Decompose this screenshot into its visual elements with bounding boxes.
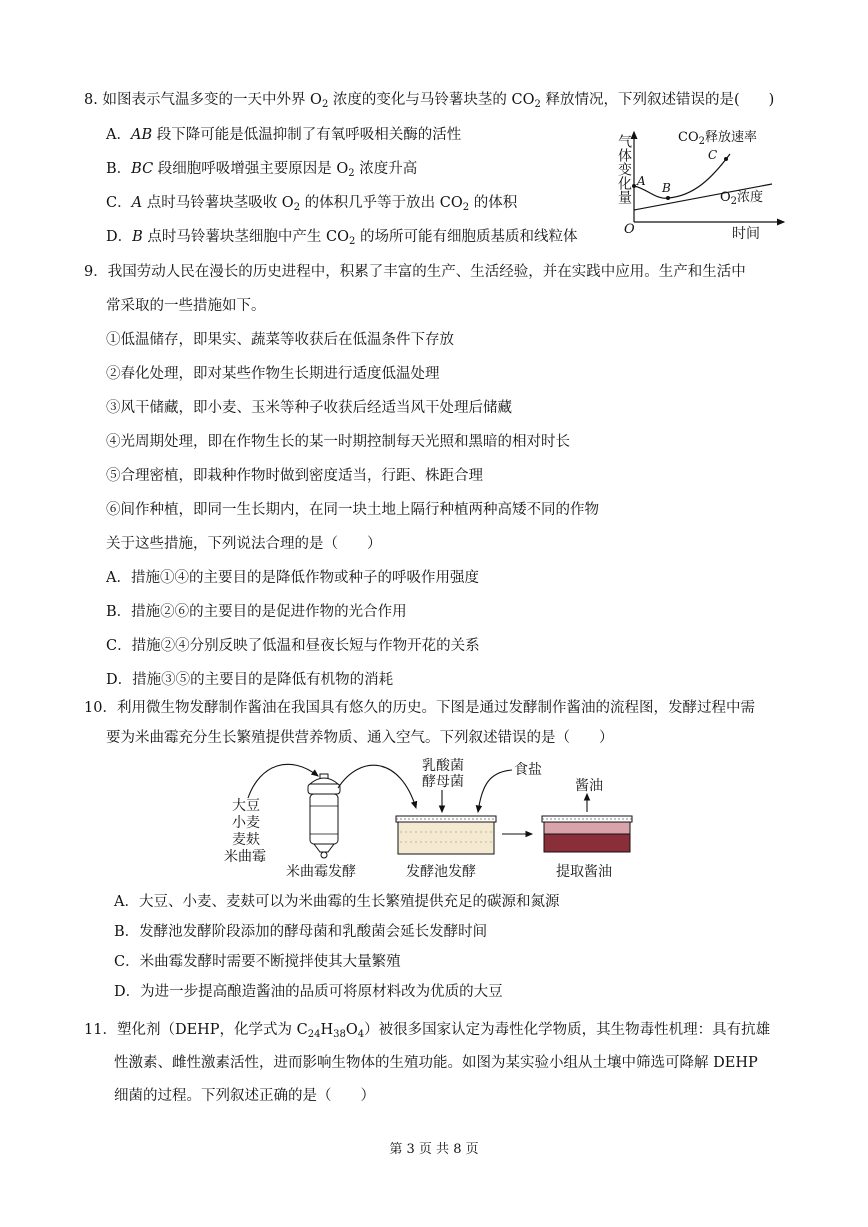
diagram-additive-salt: 食盐 (514, 762, 542, 778)
diagram-stage-3: 提取酱油 (556, 864, 612, 880)
diagram-additive-lactobacillus: 乳酸菌 (422, 758, 464, 774)
diagram-material-aspergillus: 米曲霉 (224, 849, 266, 865)
graph-point-a (632, 184, 636, 188)
q9-measure-2: ②春化处理，即对某些作物生长期进行适度低温处理 (106, 366, 440, 382)
diagram-material-soybean: 大豆 (232, 798, 260, 814)
fermenter-vessel (308, 774, 340, 858)
q8-stem: 8. 如图表示气温多变的一天中外界 $O_2$ 浓度的变化与马铃薯块茎的 $CO_2$ 释放情况，下列叙述错误的是( ) (84, 92, 775, 110)
diagram-material-wheat: 小麦 (232, 815, 260, 831)
q9-option-b: B．措施②⑥的主要目的是促进作物的光合作用 (106, 604, 407, 620)
q10-option-a: A．大豆、小麦、麦麸可以为米曲霉的生长繁殖提供充足的碳源和氮源 (114, 894, 560, 910)
q10-flow-diagram (220, 754, 660, 886)
q11-stem-line3: 细菌的过程。下列叙述正确的是（ ） (114, 1088, 375, 1104)
q9-measure-6: ⑥间作种植，即同一生长期内，在同一块土地上隔行种植两种高矮不同的作物 (106, 502, 599, 518)
q9-stem-line2: 常采取的一些措施如下。 (106, 298, 266, 314)
q9-option-d: D．措施③⑤的主要目的是降低有机物的消耗 (106, 672, 394, 688)
arrow-salt (478, 770, 512, 812)
q8-option-b: B．BC 段细胞呼吸增强主要原因是 $O_2$ 浓度升高 (106, 161, 418, 179)
diagram-stage-1: 米曲霉发酵 (286, 864, 356, 880)
q9-stem-line1: 9．我国劳动人民在漫长的历史进程中，积累了丰富的生产、生活经验，并在实践中应用。生产和生活中 (84, 264, 746, 280)
q10-option-b: B．发酵池发酵阶段添加的酵母菌和乳酸菌会延长发酵时间 (114, 924, 488, 940)
graph-co2-label: $CO_2$释放速率 (678, 130, 757, 147)
graph-point-a-label: A (637, 174, 646, 188)
q9-measure-3: ③风干储藏，即小麦、玉米等种子收获后经适当风干处理后储藏 (106, 400, 512, 416)
graph-origin-label: O (624, 222, 635, 237)
q9-option-a: A．措施①④的主要目的是降低作物或种子的呼吸作用强度 (106, 570, 479, 586)
diagram-additive-yeast: 酵母菌 (422, 774, 464, 790)
q8-option-a: A．AB 段下降可能是低温抑制了有氧呼吸相关酶的活性 (106, 127, 462, 143)
q10-option-c: C．米曲霉发酵时需要不断搅拌使其大量繁殖 (114, 954, 401, 970)
arrow-fermenter-to-pool (338, 765, 416, 808)
fermentation-pool (396, 816, 496, 854)
graph-point-c (724, 157, 728, 161)
q8-option-c: C．A 点时马铃薯块茎吸收 $O_2$ 的体积几乎等于放出 $CO_2$ 的体积 (106, 195, 518, 213)
q10-option-d: D．为进一步提高酿造酱油的品质可将原材料改为优质的大豆 (114, 984, 503, 1000)
q10-stem-line1: 10．利用微生物发酵制作酱油在我国具有悠久的历史。下图是通过发酵制作酱油的流程图，发酵过程中需 (84, 700, 755, 716)
graph-point-b (666, 196, 670, 200)
extraction-tank (542, 794, 632, 852)
page-footer: 第 3 页 共 8 页 (389, 1142, 479, 1157)
diagram-stage-2: 发酵池发酵 (406, 864, 476, 880)
q11-stem-line2: 性激素、雌性激素活性，进而影响生物体的生殖功能。如图为某实验小组从土壤中筛选可降解 DEHP (114, 1055, 758, 1071)
q9-measure-1: ①低温储存，即果实、蔬菜等收获后在低温条件下存放 (106, 332, 454, 348)
graph-x-label: 时间 (732, 226, 760, 242)
q10-stem-line2: 要为米曲霉充分生长繁殖提供营养物质、通入空气。下列叙述错误的是（ ） (106, 730, 614, 746)
diagram-material-bran: 麦麸 (232, 832, 260, 848)
q9-measure-4: ④光周期处理，即在作物生长的某一时期控制每天光照和黑暗的相对时长 (106, 434, 570, 450)
q9-option-c: C．措施②④分别反映了低温和昼夜长短与作物开花的关系 (106, 638, 480, 654)
arrow-materials-to-fermenter (248, 764, 318, 798)
q8-option-d: D．B 点时马铃薯块茎细胞中产生 $CO_2$ 的场所可能有细胞质基质和线粒体 (106, 229, 578, 247)
graph-point-b-label: B (662, 181, 671, 195)
graph-point-c-label: C (708, 148, 718, 162)
graph-y-label: 气体变化量 (616, 134, 632, 204)
q9-ask: 关于这些措施，下列说法合理的是（ ） (106, 536, 382, 552)
q8-graph (612, 126, 792, 248)
q9-measure-5: ⑤合理密植，即栽种作物时做到密度适当，行距、株距合理 (106, 468, 483, 484)
graph-o2-label: $O_2$浓度 (720, 190, 764, 207)
diagram-product: 酱油 (575, 778, 603, 794)
q11-stem-line1: 11．塑化剂（DEHP，化学式为 $C_{24}H_{38}O_4$）被很多国家认定为毒性化学物质，其生物毒性机理：具有抗雄 (84, 1022, 771, 1040)
